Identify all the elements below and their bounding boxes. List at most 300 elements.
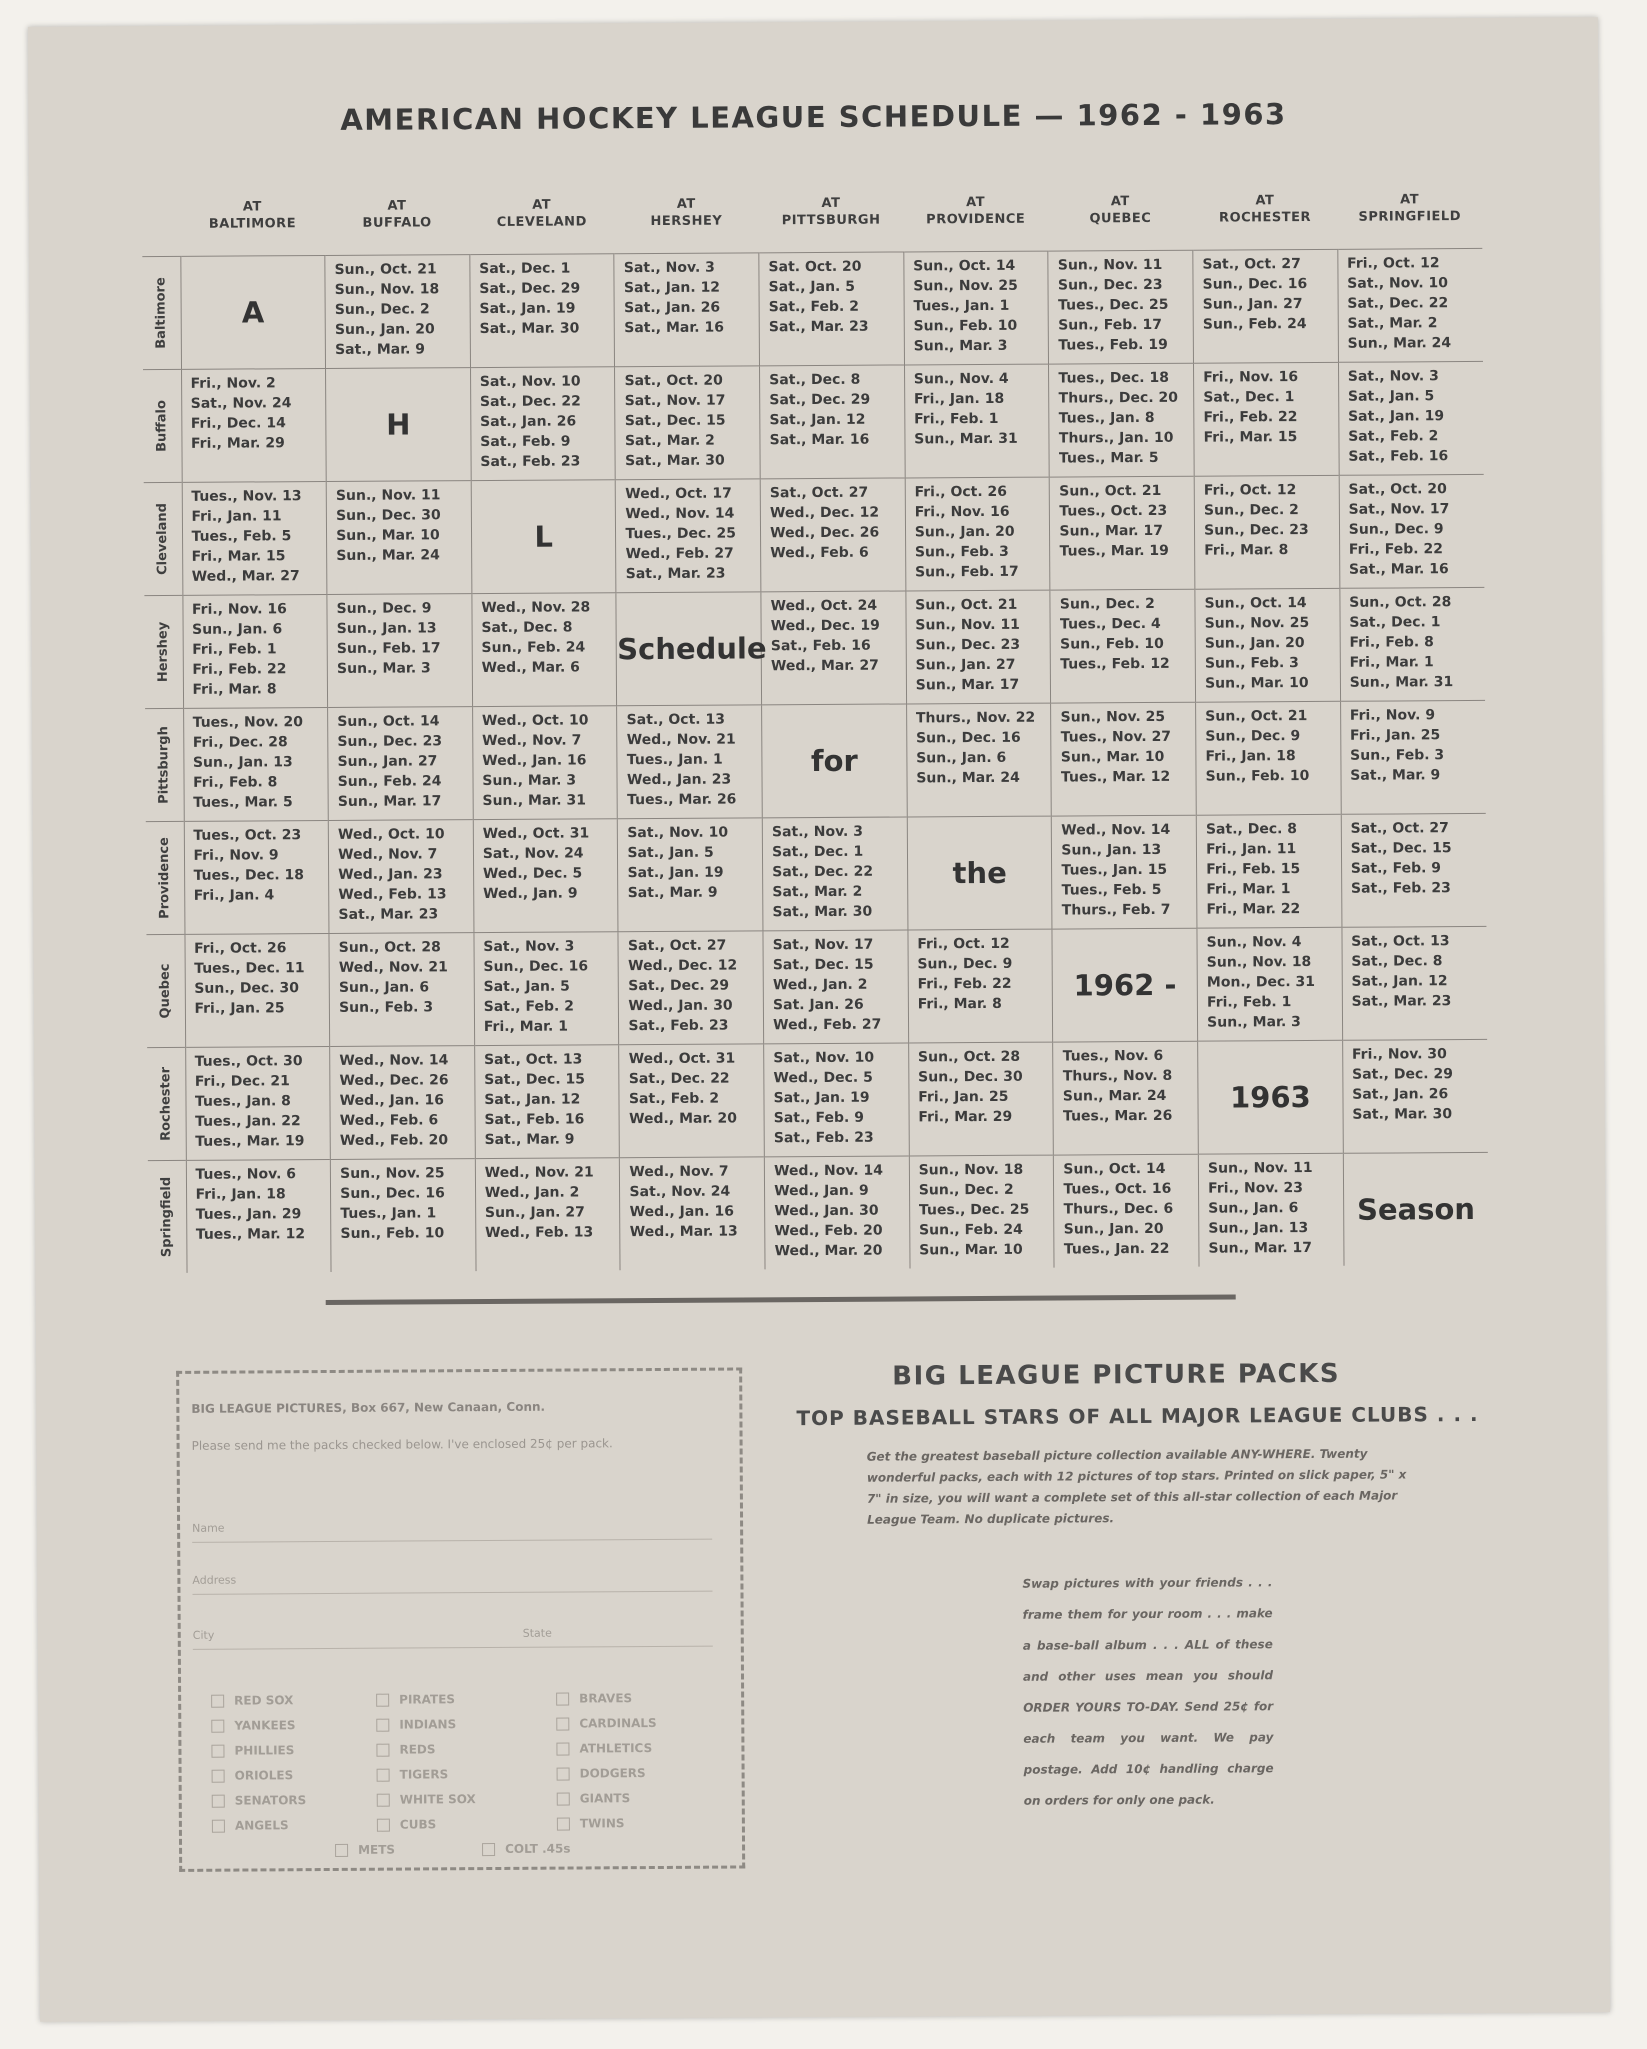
row-label: Rochester	[158, 1066, 174, 1141]
team-label: METS	[358, 1842, 396, 1857]
row-label: Springfield	[158, 1176, 175, 1258]
checkbox-icon[interactable]	[556, 1693, 569, 1706]
game-date: Tues., Jan. 1	[913, 297, 1010, 315]
game-date: Sun., Nov. 25	[1060, 708, 1166, 726]
schedule-cell	[1342, 1039, 1487, 1153]
diagonal-text-cell: H	[326, 368, 471, 482]
game-date: Sat., Dec. 15	[484, 1071, 586, 1089]
row-label-cell	[145, 708, 184, 821]
game-date: Sat., Dec. 22	[479, 393, 581, 411]
game-date: Sun., Dec. 30	[336, 507, 441, 524]
schedule-cell	[1196, 701, 1341, 815]
game-date: Wed., Nov. 21	[338, 959, 448, 976]
team-label: PHILLIES	[234, 1743, 295, 1758]
row-label-cell	[148, 1160, 187, 1273]
game-date: Wed., Nov. 14	[339, 1052, 449, 1069]
team-label: RED SOX	[234, 1693, 294, 1708]
row-label: Cleveland	[154, 503, 171, 576]
checkbox-icon[interactable]	[212, 1770, 225, 1783]
team-checkbox[interactable]	[212, 1818, 289, 1832]
team-checkbox[interactable]	[556, 1716, 656, 1731]
row-label-cell	[146, 821, 185, 934]
game-date: Sun., Dec. 9	[917, 955, 1013, 973]
column-header-city: BALTIMORE	[208, 216, 297, 232]
game-date: Sun., Feb. 10	[1060, 635, 1164, 653]
game-date: Fri., Jan. 18	[195, 1186, 286, 1203]
game-date: Fri., Feb. 8	[1349, 634, 1434, 651]
team-checkbox[interactable]	[377, 1817, 436, 1831]
game-date: Fri., Nov. 2	[190, 375, 276, 392]
schedule-cell	[182, 594, 327, 708]
game-date: Sun., Mar. 17	[337, 793, 442, 810]
game-date: Sun., Jan. 20	[1204, 635, 1305, 652]
diagonal-text-cell: 1963	[1198, 1040, 1343, 1154]
game-date: Sat., Oct. 27	[769, 484, 869, 502]
game-date: Fri., Mar. 1	[1206, 881, 1291, 898]
game-date: Wed., Dec. 19	[770, 617, 880, 635]
schedule-cell	[1050, 589, 1195, 703]
coupon-address: BIG LEAGUE PICTURES, Box 667, New Canaan, Conn.	[191, 1399, 546, 1416]
game-date: Sat., Mar. 9	[335, 341, 426, 358]
schedule-header-row	[142, 168, 1482, 257]
schedule-cell	[330, 1046, 475, 1160]
team-checkbox[interactable]	[376, 1742, 435, 1756]
schedule-cell	[186, 1159, 331, 1272]
game-date: Sat., Feb. 2	[1348, 428, 1439, 445]
column-header-city: HERSHEY	[650, 213, 723, 230]
game-date: Sun., Jan. 6	[338, 979, 430, 996]
coupon-request-text: Please send me the packs checked below. I've enclosed 25¢ per pack.	[191, 1436, 613, 1453]
game-date: Sun., Oct. 28	[338, 939, 441, 956]
game-date: Tues., Nov. 6	[1062, 1047, 1164, 1065]
game-date: Sun., Mar. 3	[1207, 1014, 1301, 1031]
diagonal-text-cell: 1962 -	[1052, 928, 1197, 1042]
game-date: Thurs., Dec. 6	[1063, 1200, 1174, 1218]
game-date: Sun., Jan. 27	[1202, 296, 1303, 313]
game-date: Tues., Nov. 13	[191, 488, 302, 505]
game-date: Tues., Mar. 26	[1062, 1107, 1173, 1125]
team-label: PIRATES	[399, 1692, 456, 1707]
game-date: Sun., Oct. 14	[1063, 1160, 1166, 1178]
column-header	[324, 174, 469, 255]
schedule-cell	[616, 479, 761, 593]
team-label: CUBS	[399, 1817, 437, 1832]
game-date: Tues., Jan. 8	[1058, 409, 1155, 427]
game-date: Sun., Oct. 14	[913, 257, 1016, 275]
game-date: Sat., Feb. 2	[483, 998, 574, 1016]
game-date: Wed., Dec. 5	[773, 1069, 873, 1087]
game-date: Sat. Jan. 26	[772, 996, 864, 1014]
game-date: Sat., Dec. 8	[1351, 953, 1443, 970]
schedule-cell	[909, 1155, 1054, 1268]
game-date: Tues., Oct. 23	[1059, 502, 1168, 520]
game-date: Sat., Nov. 24	[629, 1183, 731, 1201]
game-date: Wed., Jan. 30	[628, 997, 733, 1015]
schedule-cell	[906, 590, 1051, 704]
game-date: Sat., Feb. 23	[1350, 880, 1451, 897]
game-date: Wed., Jan. 16	[482, 752, 587, 770]
game-date: Fri., Dec. 28	[192, 734, 288, 751]
game-date: Wed., Nov. 7	[338, 846, 438, 863]
column-header-at: AT	[1255, 193, 1275, 209]
game-date: Sun., Oct. 28	[1349, 594, 1452, 611]
schedule-cell	[328, 707, 473, 821]
game-date: Mon., Dec. 31	[1206, 973, 1316, 991]
team-checkbox[interactable]	[212, 1793, 307, 1808]
game-date: Tues., Jan. 22	[1063, 1240, 1170, 1258]
game-date: Sun., Feb. 3	[1204, 655, 1299, 672]
game-date: Wed., Mar. 6	[481, 659, 580, 677]
game-date: Sun., Feb. 17	[336, 640, 441, 657]
game-date: Sat., Nov. 10	[773, 1049, 875, 1067]
row-label: Hershey	[155, 621, 171, 683]
game-date: Wed., Feb. 6	[339, 1112, 439, 1129]
game-date: Wed., Mar. 13	[629, 1223, 738, 1241]
checkbox-icon[interactable]	[556, 1743, 569, 1756]
team-checkbox[interactable]	[482, 1842, 571, 1857]
diagonal-text-cell: A	[180, 256, 325, 370]
game-date: Sun., Feb. 17	[1058, 316, 1162, 334]
team-checkbox[interactable]	[212, 1768, 294, 1782]
magazine-back-page	[28, 17, 1610, 2022]
game-date: Sun., Oct. 14	[337, 713, 440, 730]
game-date: Sat., Mar. 2	[772, 883, 863, 901]
game-date: Fri., Jan. 25	[194, 1000, 285, 1017]
game-date: Wed., Oct. 10	[337, 826, 445, 843]
game-date: Sun., Dec. 2	[1203, 502, 1299, 519]
game-date: Sat., Mar. 9	[484, 1131, 575, 1149]
ad-paragraph-2: Swap pictures with your friends . . . frame them for your room . . . make a base-ball album . . . ALL of these and other uses mean you should ORDER YOURS TO-DAY. Send 25¢ for each team you want. We pay postage. Add 10¢ handling charge on orders for only one pack.	[1022, 1575, 1274, 1808]
game-date: Wed., Nov. 7	[482, 732, 582, 750]
game-date: Tues., Nov. 6	[195, 1166, 297, 1183]
schedule-cell	[1194, 362, 1339, 476]
table-row	[142, 248, 1483, 369]
game-date: Sun., Mar. 24	[1347, 335, 1452, 352]
game-date: Sat., Jan. 19	[1348, 408, 1445, 425]
game-date: Fri., Feb. 22	[192, 661, 287, 678]
checkbox-icon[interactable]	[212, 1795, 225, 1808]
game-date: Sun., Feb. 3	[914, 543, 1009, 561]
game-date: Sat., Nov. 3	[623, 259, 715, 277]
row-label: Quebec	[157, 963, 173, 1019]
game-date: Sat., Oct. 13	[626, 711, 725, 729]
game-date: Sat., Mar. 16	[1348, 561, 1449, 578]
game-date: Fri., Nov. 23	[1208, 1180, 1304, 1197]
game-date: Sat., Mar. 16	[624, 319, 724, 337]
game-date: Fri., Dec. 21	[194, 1073, 290, 1090]
row-label: Buffalo	[153, 400, 170, 452]
game-date: Sun., Dec. 23	[915, 636, 1021, 654]
game-date: Sun., Nov. 4	[1206, 934, 1302, 951]
game-date: Wed., Feb. 13	[485, 1224, 594, 1242]
game-date: Tues., Mar. 12	[1060, 768, 1171, 786]
table-row	[144, 474, 1485, 595]
game-date: Sun., Oct. 21	[334, 261, 437, 278]
game-date: Tues., Jan. 22	[195, 1113, 301, 1130]
corner-cell	[142, 176, 180, 257]
schedule-cell	[1049, 363, 1194, 477]
column-header-at: AT	[676, 196, 696, 212]
game-date: Sat., Jan. 26	[480, 413, 577, 431]
game-date: Tues., Mar. 19	[195, 1133, 305, 1150]
game-date: Sun., Dec. 9	[1348, 521, 1444, 538]
game-date: Sat., Dec. 8	[769, 371, 861, 389]
team-label: TIGERS	[399, 1767, 449, 1782]
team-checkbox[interactable]	[211, 1693, 293, 1708]
game-date: Sun., Jan. 13	[336, 620, 437, 637]
team-checkbox[interactable]	[556, 1691, 632, 1705]
game-date: Sun., Jan. 27	[915, 656, 1016, 674]
game-date: Wed., Feb. 13	[338, 886, 447, 903]
column-header-city: PITTSBURGH	[781, 212, 881, 229]
checkbox-icon[interactable]	[377, 1794, 390, 1807]
game-date: Sun., Dec. 2	[334, 301, 430, 318]
schedule-cell	[1340, 700, 1485, 814]
game-date: Tues., Nov. 27	[1060, 728, 1172, 746]
game-date: Sun., Dec. 23	[1057, 276, 1163, 294]
checkbox-icon[interactable]	[335, 1844, 348, 1857]
checkbox-icon[interactable]	[377, 1769, 390, 1782]
game-date: Tues., Mar. 26	[627, 791, 737, 809]
game-date: Sat., Dec. 29	[1352, 1066, 1453, 1083]
game-date: Sun., Oct. 14	[1204, 595, 1307, 612]
game-date: Sat., Mar. 23	[1351, 993, 1452, 1010]
game-date: Fri., Mar. 29	[190, 435, 285, 452]
team-label: ATHLETICS	[579, 1741, 653, 1756]
team-checkbox[interactable]	[211, 1743, 294, 1758]
team-checkbox[interactable]	[556, 1741, 652, 1756]
schedule-cell	[1338, 361, 1483, 475]
schedule-cell	[182, 481, 327, 595]
column-header-at: AT	[242, 199, 262, 215]
game-date: Tues., Dec. 25	[918, 1201, 1030, 1219]
game-date: Sat., Feb. 2	[628, 1090, 720, 1108]
schedule-cell	[1340, 587, 1485, 701]
checkbox-icon[interactable]	[557, 1793, 570, 1806]
game-date: Sat., Mar. 23	[625, 565, 726, 583]
game-date: Sun., Nov. 25	[1204, 614, 1310, 632]
game-date: Sat., Dec. 1	[1349, 614, 1441, 631]
game-date: Sun., Jan. 20	[1063, 1220, 1164, 1238]
team-checkbox[interactable]	[211, 1718, 295, 1733]
schedule-cell	[326, 481, 471, 595]
checkbox-icon[interactable]	[377, 1819, 390, 1832]
team-checkbox[interactable]	[557, 1816, 625, 1830]
game-date: Sun., Mar. 24	[336, 547, 440, 564]
checkbox-icon[interactable]	[212, 1820, 225, 1833]
checkbox-icon[interactable]	[211, 1695, 224, 1708]
game-date: Wed., Dec. 26	[339, 1072, 449, 1089]
checkbox-icon[interactable]	[557, 1768, 570, 1781]
schedule-cell	[1050, 476, 1195, 590]
checkbox-icon[interactable]	[376, 1719, 389, 1732]
game-date: Sun., Feb. 3	[1350, 747, 1445, 764]
game-date: Sun., Jan. 6	[192, 621, 283, 638]
game-date: Sun., Feb. 24	[1202, 316, 1307, 333]
diagonal-text-cell: the	[907, 816, 1052, 930]
game-date: Wed., Jan. 2	[484, 1184, 580, 1202]
game-date: Sat., Mar. 9	[1350, 767, 1441, 784]
schedule-cell	[908, 929, 1053, 1043]
game-date: Sat., Mar. 23	[768, 318, 869, 336]
schedule-cell	[763, 930, 908, 1044]
game-date: Wed., Oct. 24	[770, 597, 878, 615]
game-date: Thurs., Dec. 20	[1058, 389, 1179, 407]
schedule-cell	[615, 366, 760, 480]
game-date: Sat., Nov. 17	[1348, 501, 1450, 518]
game-date: Fri., Oct. 12	[917, 935, 1010, 953]
schedule-cell	[1194, 475, 1339, 589]
column-header	[1337, 168, 1482, 249]
game-date: Wed., Jan. 23	[338, 866, 443, 883]
team-checkbox[interactable]	[377, 1792, 476, 1807]
game-date: Sat., Dec. 1	[479, 260, 571, 278]
team-checkbox[interactable]	[557, 1766, 646, 1781]
game-date: Sat., Nov. 10	[627, 824, 729, 842]
team-checkbox[interactable]	[376, 1717, 456, 1731]
game-date: Sun., Dec. 16	[483, 958, 589, 976]
name-field[interactable]	[192, 1519, 712, 1543]
game-date: Sat., Nov. 10	[479, 373, 581, 391]
game-date: Sun., Dec. 30	[194, 980, 299, 997]
game-date: Tues., Jan. 1	[340, 1205, 437, 1222]
game-date: Sun., Mar. 3	[482, 772, 577, 790]
schedule-cell	[1195, 588, 1340, 702]
schedule-cell	[1341, 813, 1486, 927]
team-label: ORIOLES	[234, 1768, 294, 1783]
game-date: Fri., Feb. 15	[1206, 861, 1301, 878]
game-date: Fri., Jan. 18	[913, 390, 1005, 408]
checkbox-icon[interactable]	[482, 1843, 495, 1856]
column-header-at: AT	[966, 194, 986, 211]
schedule-cell	[1338, 248, 1483, 362]
row-label-cell	[144, 482, 183, 595]
column-header	[903, 171, 1048, 252]
game-date: Tues., Mar. 12	[195, 1226, 306, 1243]
game-date: Sun., Jan. 20	[334, 321, 435, 338]
team-checkbox[interactable]	[376, 1692, 455, 1706]
checkbox-icon[interactable]	[376, 1744, 389, 1757]
game-date: Fri., Jan. 4	[193, 887, 275, 904]
diagonal-text-cell: L	[471, 480, 616, 594]
game-date: Fri., Oct. 26	[914, 483, 1008, 501]
game-date: Wed., Oct. 10	[481, 712, 589, 730]
game-date: Wed., Dec. 26	[770, 524, 880, 542]
column-header	[469, 173, 614, 254]
team-label: WHITE SOX	[399, 1792, 476, 1807]
game-date: Sat., Feb. 16	[1348, 448, 1449, 465]
checkbox-icon[interactable]	[211, 1720, 224, 1733]
row-label-cell	[143, 369, 182, 482]
game-date: Sun., Nov. 11	[915, 616, 1020, 634]
game-date: Sun., Nov. 11	[1207, 1159, 1313, 1177]
schedule-cell	[329, 933, 474, 1047]
game-date: Wed., Dec. 12	[628, 957, 738, 975]
game-date: Fri., Feb. 8	[192, 774, 278, 791]
game-date: Sat., Nov. 3	[1347, 368, 1439, 385]
game-date: Sun., Jan. 13	[1061, 841, 1162, 859]
game-date: Sun., Mar. 17	[915, 676, 1020, 694]
schedule-cell	[764, 1043, 909, 1157]
game-date: Sun., Dec. 16	[1202, 276, 1308, 293]
game-date: Sat., Dec. 8	[481, 619, 573, 637]
checkbox-icon[interactable]	[557, 1818, 570, 1831]
team-label: DODGERS	[579, 1766, 646, 1781]
game-date: Sat., Jan. 12	[769, 411, 866, 429]
team-label: SENATORS	[234, 1793, 307, 1808]
city-state-field[interactable]	[193, 1626, 713, 1650]
game-date: Sun., Mar. 3	[913, 337, 1008, 355]
game-date: Sun., Nov. 25	[913, 277, 1018, 295]
game-date: Sun., Mar. 10	[1060, 748, 1165, 766]
game-date: Fri., Mar. 29	[918, 1108, 1013, 1126]
game-date: Fri., Jan. 25	[1349, 727, 1441, 744]
game-date: Tues., Oct. 16	[1063, 1180, 1172, 1198]
column-header-at: AT	[1110, 194, 1130, 210]
game-date: Sat., Jan. 19	[627, 864, 724, 882]
game-date: Tues., Mar. 5	[193, 794, 293, 811]
schedule-cell	[762, 817, 907, 931]
game-date: Sat., Dec. 15	[624, 412, 726, 430]
team-checkbox[interactable]	[557, 1791, 631, 1805]
column-header-city: BUFFALO	[362, 215, 432, 231]
column-header-city: QUEBEC	[1089, 210, 1152, 227]
game-date: Sat., Feb. 23	[480, 453, 581, 471]
game-date: Fri., Feb. 22	[917, 975, 1012, 993]
game-date: Tues., Dec. 25	[625, 525, 736, 543]
schedule-cell	[474, 1045, 619, 1159]
game-date: Wed., Mar. 27	[770, 657, 879, 675]
checkbox-icon[interactable]	[556, 1718, 569, 1731]
game-date: Sun., Jan. 13	[1208, 1220, 1309, 1237]
diagonal-text-cell: Season	[1343, 1152, 1488, 1265]
game-date: Sat., Nov. 3	[771, 823, 864, 841]
game-date: Sun., Feb. 3	[339, 999, 434, 1016]
game-date: Tues., Dec. 18	[1058, 369, 1169, 387]
checkbox-icon[interactable]	[211, 1745, 224, 1758]
game-date: Sat., Feb. 9	[480, 433, 571, 451]
schedule-cell	[904, 251, 1049, 365]
game-date: Sun., Feb. 10	[913, 317, 1018, 335]
page-title: AMERICAN HOCKEY LEAGUE SCHEDULE — 1962 - 1963	[340, 97, 1287, 137]
team-label: GIANTS	[579, 1791, 631, 1806]
game-date: Fri., Mar. 15	[1203, 429, 1298, 446]
schedule-cell	[617, 705, 762, 819]
game-date: Sat., Mar. 9	[627, 884, 718, 902]
game-date: Sat., Jan. 12	[484, 1091, 581, 1109]
game-date: Sat., Jan. 26	[624, 299, 721, 317]
game-date: Sat., Feb. 2	[768, 298, 860, 316]
column-header-city: ROCHESTER	[1218, 209, 1312, 226]
team-checkbox[interactable]	[377, 1767, 449, 1781]
schedule-cell	[1198, 1153, 1343, 1266]
game-date: Sat., Dec. 29	[479, 280, 581, 298]
game-date: Tues., Jan. 15	[1061, 861, 1168, 879]
address-label: Address	[192, 1573, 237, 1587]
schedule-cell	[475, 1158, 620, 1271]
address-field[interactable]	[192, 1571, 712, 1595]
game-date: Sun., Dec. 9	[1205, 728, 1301, 745]
checkbox-icon[interactable]	[376, 1694, 389, 1707]
game-date: Sat., Mar. 23	[338, 906, 439, 923]
team-checkbox[interactable]	[335, 1843, 395, 1857]
schedule-cell	[618, 931, 763, 1045]
schedule-cell	[184, 933, 329, 1047]
ad-subtitle: TOP BASEBALL STARS OF ALL MAJOR LEAGUE CLUBS . . .	[796, 1401, 1479, 1431]
game-date: Fri., Feb. 1	[914, 410, 999, 428]
game-date: Wed., Feb. 6	[770, 544, 869, 562]
game-date: Tues., Dec. 18	[193, 867, 305, 884]
